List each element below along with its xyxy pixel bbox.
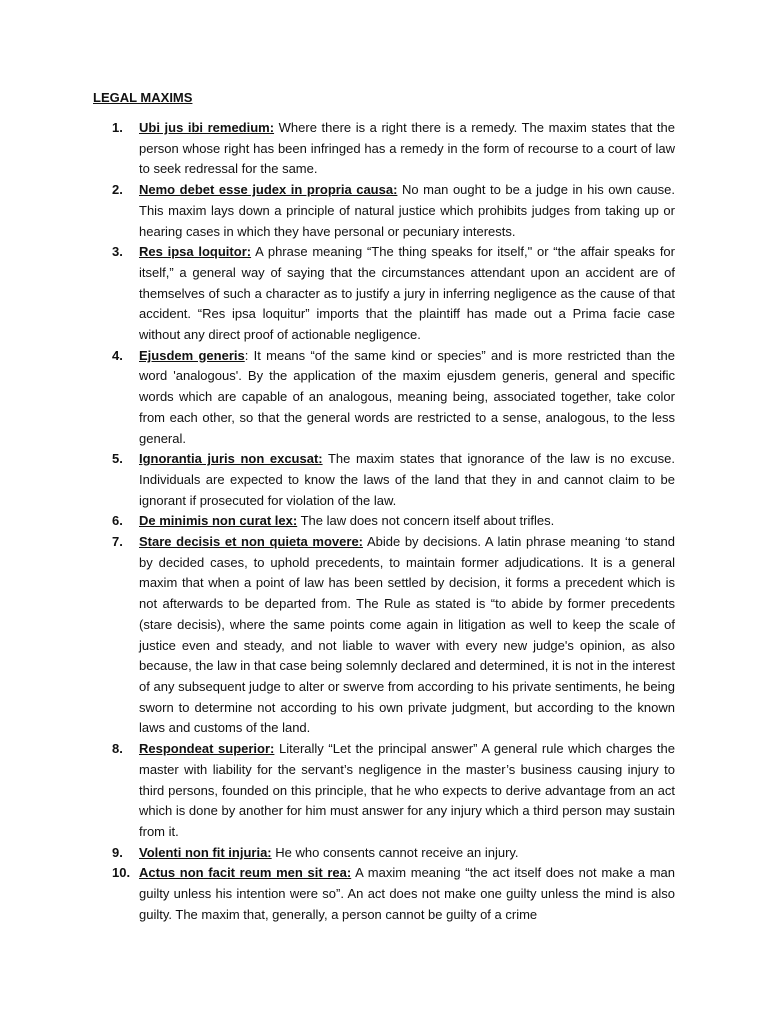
maxim-item — [0, 532, 675, 739]
maxim-number: 6. — [112, 513, 123, 529]
maxim-item — [0, 242, 675, 346]
maxim-term: Nemo debet esse judex in propria causa: — [139, 182, 398, 198]
maxim-definition: He who consents cannot receive an injury. — [275, 844, 519, 860]
maxim-number: 8. — [112, 741, 123, 757]
maxim-definition: Where there is a right there is a remedy. The maxim states that the person whose right has been infringed has a remedy in the form of recourse to a court of law to seek redressal for the same. — [139, 120, 675, 177]
maxim-number: 9. — [112, 844, 123, 860]
maxim-number: 5. — [112, 451, 123, 467]
maxim-number: 4. — [112, 347, 123, 363]
maxim-number: 7. — [112, 534, 123, 550]
maxim-item — [0, 180, 675, 242]
maxim-term: Volenti non fit injuria: — [139, 844, 272, 860]
maxim-number: 1. — [112, 120, 123, 135]
maxims-list — [0, 118, 768, 925]
maxim-definition: Literally “Let the principal answer” A general rule which charges the master with liability for the servant’s negligence in the master’s business causing injury to third persons, founded on this principle, that he who expects to derive advantage from an act which is done by another for him must answer for any injury which a third person may sustain from it. — [139, 741, 675, 839]
maxim-item — [0, 843, 675, 864]
maxim-term: Actus non facit reum men sit rea: — [139, 865, 352, 881]
document-title: LEGAL MAXIMS — [93, 90, 193, 105]
maxim-item — [0, 863, 675, 925]
maxim-definition: : It means “of the same kind or species” and is more restricted than the word 'analogous'. By the application of the maxim ejusdem generis, general and specific words which are capable of an analogous, meaning being, associated together, take color from each other, so that the general words are restricted to a sense, analogous, to the less general. — [139, 347, 675, 446]
maxim-definition: A maxim meaning “the act itself does not make a man guilty unless his intention were so”. An act does not make one guilty unless the mind is also guilty. The maxim that, generally, a person cannot be guilty of a crime — [139, 865, 675, 922]
maxim-number: 3. — [112, 244, 123, 260]
maxim-term: Ubi jus ibi remedium: — [139, 120, 275, 135]
maxim-term: De minimis non curat lex: — [139, 513, 298, 529]
maxim-definition: Abide by decisions. A latin phrase meaning ‘to stand by decided cases, to uphold precedents, to maintain former adjudications. It is a general maxim that when a point of law has been settled by decision, it forms a precedent which is not afterwards to be departed from. The Rule as stated is “to abide by former precedents (stare decisis), where the same points come again in litigation as well to keep the scale of justice even and steady, and not liable to waver with every new judge's opinion, as also because, the law in that case being solemnly declared and determined, it is not in the interest of any subsequent judge to alter or swerve from according to his private sentiments, he being sworn to determine not according to his own private judgment, but according to the known laws and customs of the land. — [139, 534, 676, 736]
maxim-item — [0, 449, 675, 511]
maxim-item — [0, 511, 675, 532]
maxim-term: Ejusdem generis — [139, 347, 245, 363]
maxim-definition: No man ought to be a judge in his own cause. This maxim lays down a principle of natural justice which prohibits judges from taking up or hearing cases in which they have personal or pecuniary interests. — [139, 182, 675, 239]
maxim-number: 10. — [112, 865, 131, 881]
maxim-term: Res ipsa loquitor: — [139, 244, 252, 260]
maxim-definition: A phrase meaning “The thing speaks for itself," or “the affair speaks for itself,” a general way of saying that the circumstances attendant upon an accident are of themselves of such a character as to justify a jury in inferring negligence as the cause of that accident. “Res ipsa loquitur” imports that the plaintiff has made out a Prima facie case without any direct proof of actionable negligence. — [139, 244, 675, 343]
maxim-definition: The law does not concern itself about trifles. — [300, 513, 555, 529]
maxim-number: 2. — [112, 182, 123, 198]
maxim-term: Stare decisis et non quieta movere: — [139, 534, 364, 550]
maxim-term: Respondeat superior: — [139, 741, 275, 757]
maxim-item — [0, 739, 675, 843]
maxim-item — [0, 346, 675, 450]
maxim-definition: The maxim states that ignorance of the law is no excuse. Individuals are expected to know the laws of the land that they in and cannot claim to be ignorant if prosecuted for violation of the law. — [139, 451, 675, 508]
maxim-term: Ignorantia juris non excusat: — [139, 451, 323, 467]
maxim-item — [0, 118, 675, 180]
